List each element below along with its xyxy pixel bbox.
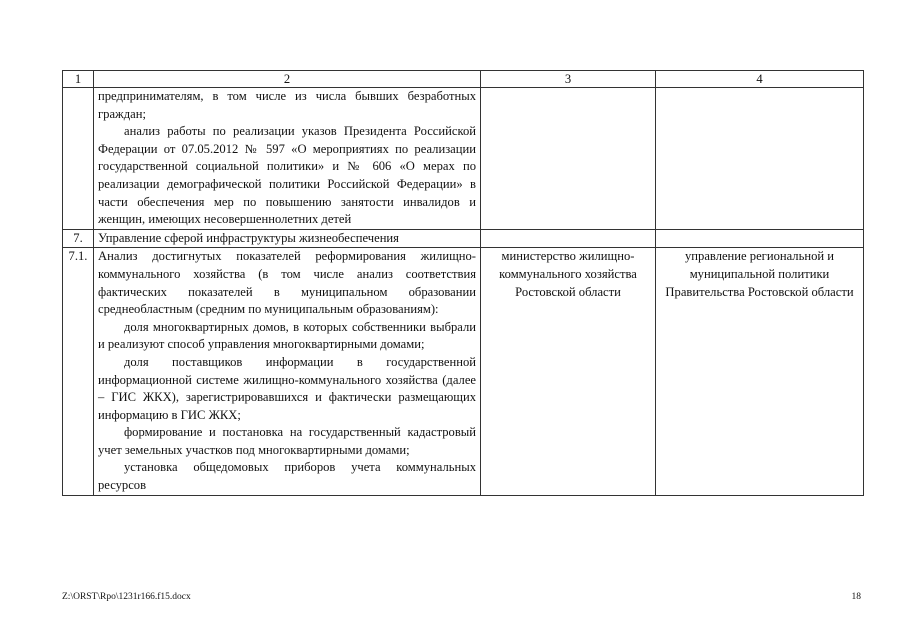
- item-paragraph: доля поставщиков информации в государственной информационной системе жилищно-коммунального хозяйства (далее – ГИС ЖКХ), зарегистрировавшихся и фактически размещающих информацию в ГИС ЖКХ;: [98, 354, 476, 422]
- table-header-row: [63, 71, 864, 88]
- section-row: [63, 229, 864, 248]
- section-title: Управление сферой инфраструктуры жизнеобеспечения: [94, 229, 481, 248]
- continuation-paragraph: предпринимателям, в том числе из числа бывших безработных граждан;: [98, 89, 476, 121]
- item-coexecutor-cell: управление региональной и муниципальной политики Правительства Ростовской области: [656, 248, 864, 495]
- continuation-number-cell: [63, 88, 94, 230]
- column-header-1: 1: [63, 71, 94, 88]
- footer-file-path: Z:\ORST\Rpo\1231r166.f15.docx: [62, 592, 191, 602]
- document-table: [62, 70, 864, 496]
- column-header-3: 3: [481, 71, 656, 88]
- continuation-coexecutor-cell: [656, 88, 864, 230]
- column-header-4: 4: [656, 71, 864, 88]
- footer-page-number: 18: [851, 592, 861, 602]
- item-paragraph: формирование и постановка на государственный кадастровый учет земельных участков под многоквартирными домами;: [98, 425, 476, 457]
- item-paragraph: Анализ достигнутых показателей реформирования жилищно-коммунального хозяйства (в том числе анализ соответствия фактических показателей в муниципальном образовании среднеобластным (средним по муниципальным образованиям):: [98, 249, 476, 317]
- item-row: [63, 248, 864, 495]
- section-number: 7.: [63, 229, 94, 248]
- continuation-responsible-cell: [481, 88, 656, 230]
- item-responsible-cell: министерство жилищно-коммунального хозяйства Ростовской области: [481, 248, 656, 495]
- column-header-2: 2: [94, 71, 481, 88]
- section-empty-cell-4: [656, 229, 864, 248]
- continuation-description-cell: [94, 88, 481, 230]
- item-paragraph: установка общедомовых приборов учета коммунальных ресурсов: [98, 460, 476, 493]
- item-number: 7.1.: [63, 248, 94, 495]
- item-paragraph: доля многоквартирных домов, в которых собственники выбрали и реализуют способ управления многоквартирными домами;: [98, 319, 476, 352]
- item-description-cell: [94, 248, 481, 495]
- section-empty-cell-3: [481, 229, 656, 248]
- continuation-row: [63, 88, 864, 230]
- continuation-paragraph: анализ работы по реализации указов Президента Российской Федерации от 07.05.2012 № 597 «О мероприятиях по реализации государственной социальной политики» и № 606 «О мерах по реализации демографической политики Российской Федерации» в части обеспечения мер по повышению занятости инвалидов и женщин, имеющих несовершеннолетних детей: [98, 124, 476, 227]
